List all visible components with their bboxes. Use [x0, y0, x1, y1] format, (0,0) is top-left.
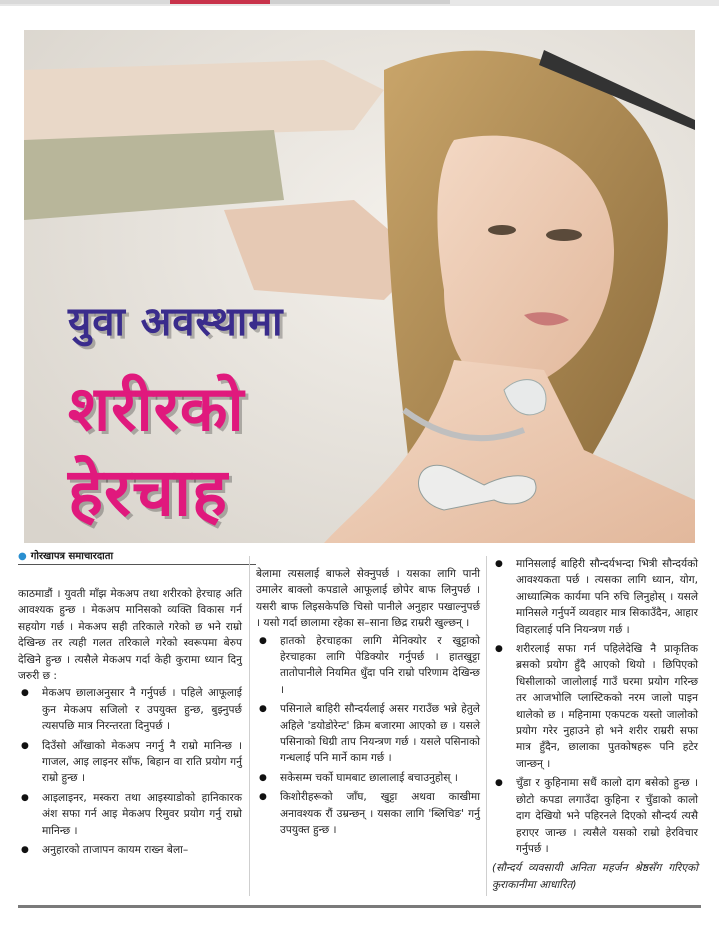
list-item: ● शरीरलाई सफा गर्न पहिलेदेखि नै प्राकृतिक ब्रसको प्रयोग हुँदै आएको थियो । छिपिएको धिसीलाको जालोलाई गाउँ घरमा प्रयोग गरिन्छ तर आजभोलि प्लास्टिकको नरम जालो पाइन थालेको छ । महिनामा एकपटक यस्तो जालोको प्रयोग गरेर नुहाउने हो भने शरीर राम्ररी सफा मात्र हुँदैन, छालाका पुतकोषहरू पनि हटेर जान्छन् ।: [492, 641, 698, 772]
list-item: ● मानिसलाई बाहिरी सौन्दर्यभन्दा भित्री सौन्दर्यको आवश्यकता पर्छ । त्यसका लागि ध्यान, योग, आध्यात्मिक कार्यमा पनि रुचि लिनुहोस् । यसले मानिसले गर्नुपर्ने व्यवहार मात्र सिकाउँदैन, आहार विहारलाई पनि नियन्त्रण गर्छ ।: [492, 556, 698, 638]
list-item: ● आइलाइनर, मस्करा तथा आइस्याडोको हानिकारक अंश सफा गर्न आइ मेकअप रिमुवर प्रयोग गर्नु राम्रो मानिन्छ ।: [18, 790, 242, 839]
list-item: ● सकेसम्म चर्को घामबाट छालालाई बचाउनुहोस् ।: [256, 770, 480, 786]
list-item: ● मेकअप छालाअनुसार नै गर्नुपर्छ । पहिले आफूलाई कुन मेकअप सजिलो र उपयुक्त हुन्छ, बुझ्नुपर्छ त्यसपछि मात्र निरन्तरता दिनुपर्छ ।: [18, 685, 242, 734]
hero-photo: [24, 30, 695, 543]
article-column-2: [256, 566, 480, 842]
list-item: ● पसिनाले बाहिरी सौन्दर्यलाई असर गराउँछ भन्ने हेतुले अहिले 'डयोडोरेन्ट' क्रिम बजारमा आएको छ । यसले पसिनाको धिग्री ताप नियन्त्रण गर्छ । यसले पसिनाको गन्धलाई पनि मार्ने काम गर्छ ।: [256, 701, 480, 767]
column-1-list: [18, 685, 242, 858]
top-strip: [0, 0, 719, 6]
top-strip-segment: [0, 0, 170, 4]
byline-text: गोरखापत्र समाचारदाता: [30, 551, 114, 562]
top-strip-segment: [170, 0, 270, 4]
column-3-list: [492, 556, 698, 857]
footer-rule: [18, 905, 701, 908]
list-item: ● चुँडा र कुहिनामा सधैं कालो दाग बसेको हुन्छ । छोटो कपडा लगाउँदा कुहिना र चुँडाको कालो दाग देखियो भने पहिरनले दिएको सौन्दर्य त्यसै हराएर जान्छ । त्यसैले यसको राम्रो हेरविचार गर्नुपर्छ ।: [492, 775, 698, 857]
article-column-1: [18, 586, 242, 862]
byline: [18, 548, 256, 565]
column-divider: [249, 556, 250, 896]
headline-line-2: शरीरको: [68, 372, 245, 445]
bullet-dot-icon: ●: [18, 551, 27, 562]
article-column-3: [492, 556, 698, 894]
column-1-intro: काठमाडौं । युवती माँझ मेकअप तथा शरीरको हेरचाह अति आवश्यक हुन्छ । मेकअप मानिसको व्यक्ति विकास गर्न सहयोग गर्छ । मेकअप सही तरिकाले गरेको छ भने राम्रो देखिन्छ तर त्यही गलत तरिकाले गरेको स्वरूपमा बेरुप देखिने हुन्छ । त्यसैले मेकअप गर्दा केही कुरामा ध्यान दिनु जरुरी छ :: [18, 588, 242, 683]
list-item: ● किशोरीहरूको जाँघ, खुट्टा अथवा काखीमा अनावश्यक रौं उम्रन्छन् । यसका लागि 'ब्लिचिङ' गर्नु उपयुक्त हुन्छ ।: [256, 789, 480, 838]
headline-line-3: हेरचाह: [68, 454, 229, 531]
list-item: ● हातको हेरचाहका लागि मेनिक्योर र खुट्टाको हेरचाहका लागि पेडिक्योर गर्नुपर्छ । हातखुट्टा तातोपानीले नियमित धुँदा पनि राम्रो परिणाम देखिन्छ ।: [256, 633, 480, 699]
column-divider: [486, 556, 487, 896]
source-credit: (सौन्दर्य व्यवसायी अनिता महर्जन श्रेष्ठसँग गरिएको कुराकानीमा आधारित): [492, 862, 698, 891]
column-2-list: [256, 633, 480, 839]
headline-line-1: युवा अवस्थामा: [68, 299, 284, 345]
list-item: ● अनुहारको ताजापन कायम राख्न बेला–: [18, 842, 242, 858]
list-item: ● दिउँसो आँखाको मेकअप नगर्नु नै राम्रो मानिन्छ । गाजल, आइ लाइनर साँफ, बिहान वा राति प्रयोग गर्नु राम्रो हुन्छ ।: [18, 738, 242, 787]
column-2-intro: बेलामा त्यसलाई बाफले सेक्नुपर्छ । यसका लागि पानी उमालेर बाक्लो कपडाले आफूलाई छोपेर बाफ लिनुपर्छ । यसरी बाफ लिइसकेपछि चिसो पानीले अनुहार पखाल्नुपर्छ । यसो गर्दा छालामा रहेका स–साना छिद्र राम्ररी खुल्छन् ।: [256, 568, 480, 630]
top-strip-segment: [270, 0, 450, 4]
